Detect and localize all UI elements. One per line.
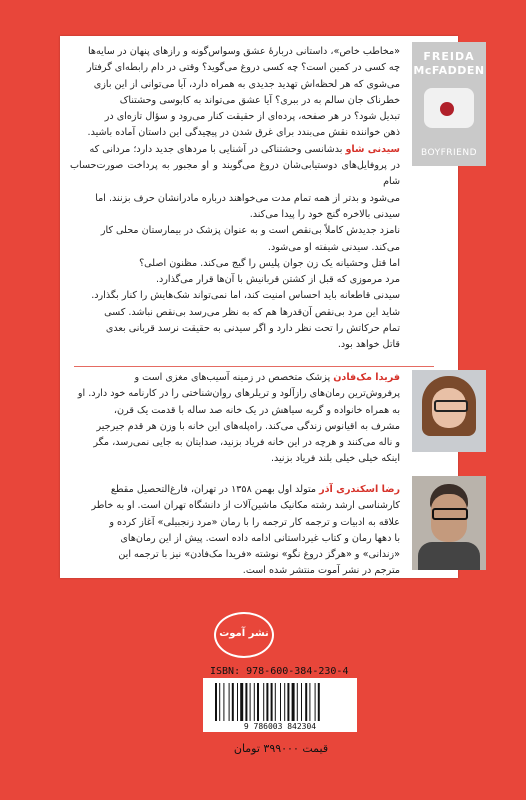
blurb-line: ذهن خواننده نقش می‌بندد برای غرق شدن در پیچیدگی این داستان آماده باشید. [87, 127, 400, 139]
blurb-line: خطرناک جان سالم به در ببری؟ آیا عشق می‌تواند به کابوسی وحشتناک [119, 94, 400, 106]
blurb-line: می‌کند. سیدنی شیفته او می‌شود. [267, 241, 400, 253]
blurb-line: می‌شوی که هر لحظه‌اش تهدید جدیدی به همراه دارد، آیا می‌توانی از این بازی [93, 78, 400, 90]
author-bio-line: فریدا مک‌فادن پزشک متخصص در زمینه آسیب‌های مغزی است و [134, 372, 400, 383]
translator-bio-line: کارشناسی ارشد رشته مکانیک ماشین‌آلات از دانشگاه تهران است. او به خاطر [91, 500, 400, 512]
author-bio-line: به همراه خانواده و گربه سیاهش در یک خانه صد ساله با قدمت یک قرن، [113, 404, 400, 416]
barcode-digits: 9 786003 842304 [243, 722, 317, 731]
blurb-line: مرد مرموزی که قبل از کشتن قربانیش با آن‌ها قرار می‌گذارد. [155, 274, 400, 286]
author-photo [412, 370, 486, 452]
blurb-line: تبدیل شود؟ در هر صفحه، پرده‌ای از حقیقت کنار می‌رود و سؤال تازه‌ای در [104, 111, 400, 123]
author-bio-line: پرفروش‌ترین رمان‌های رازآلود و تریلرهای روان‌شناختی را در کارنامه خود دارد. او [77, 388, 400, 400]
section-divider [74, 366, 434, 367]
barcode-icon [215, 683, 349, 721]
blurb-line: سیدنی بالاخره گنج خود را پیدا می‌کند. [249, 208, 400, 220]
book-blurb [70, 44, 400, 354]
blurb-line: شاید این مرد بی‌نقص آن‌قدرها هم که به نظر می‌رسد بی‌نقص نباشد. کسی [104, 306, 400, 318]
translator-bio-line: «زندانی» و «هرگز دروغ نگو» نوشته «فریدا مک‌فادن» نیز با ترجمه این [118, 549, 400, 561]
translator-photo [412, 476, 486, 570]
thumbnail-author-last: McFADDEN [413, 64, 485, 77]
rose-icon [440, 102, 454, 116]
price-label: قیمت ۳۹۹۰۰۰ تومان [233, 742, 329, 755]
publisher-logo: نشر آموت [214, 612, 274, 658]
glasses-icon [434, 400, 468, 412]
thumbnail-title: BOYFRIEND [420, 148, 478, 158]
blurb-line: در پروفایل‌های دوستیابی‌شان دروغ می‌گویند و او مجبور به پرداخت صورت‌حساب شام [70, 160, 400, 188]
isbn-text: ISBN: 978-600-384-230-4 [210, 666, 349, 677]
blurb-line: قاتل خواهد بود. [337, 339, 400, 351]
author-bio-line: مشرف به اقیانوس زندگی می‌کند. راه‌پله‌های این خانه با وزن هر قدم جیرجیر [96, 420, 400, 432]
blurb-line: نامزد جدیدش کاملاً بی‌نقص است و به عنوان پزشک در بیمارستان محلی کار [100, 225, 400, 237]
author-bio-line: و ناله می‌کنند و هرچه در این خانه فریاد بزنید، صدایتان به جایی نمی‌رسد، مگر [93, 437, 400, 449]
text-panel [60, 36, 485, 578]
translator-name: رضا اسکندری آذر [319, 484, 400, 495]
barcode [203, 678, 357, 732]
translator-bio-line: مترجم در نشر آموت منتشر شده است. [242, 565, 400, 577]
author-bio [70, 370, 400, 468]
translator-bio-line: رضا اسکندری آذر متولد اول بهمن ۱۳۵۸ در تهران، فارغ‌التحصیل مقطع [110, 484, 400, 495]
translator-bio [70, 482, 400, 580]
thumbnail-author-first: FREIDA [423, 50, 475, 63]
blurb-line: چه کسی در کمین است؟ چه کسی دروغ می‌گوید؟ وقتی در دام رابطه‌ای گرفتار [86, 62, 400, 74]
blurb-line: سیدنی شاو بدشانسی وحشتناکی در آشنایی با مردهای جدید دارد؛ مردانی که [89, 143, 400, 155]
blurb-line: می‌شود و بدتر از همه تمام مدت می‌خواهند درباره مادرانشان حرف بزنند. اما [95, 192, 400, 204]
glasses-icon [432, 508, 468, 520]
blurb-line: تمام حرکاتش را تحت نظر دارد و اگر سیدنی به حقیقت نرسد قربانی بعدی [105, 323, 400, 335]
author-bio-line: اینکه خیلی خیلی بلند فریاد بزنید. [270, 453, 400, 465]
translator-bio-line: علاقه به ادبیات و ترجمه کار ترجمه را با رمان «مرد زنجبیلی» آغاز کرده و [109, 516, 400, 528]
blurb-line: «مخاطب خاص»، داستانی دربارهٔ عشق وسواس‌گونه و رازهای پنهان در سایه‌ها [87, 46, 400, 57]
book-cover-thumbnail-icon [412, 42, 486, 166]
author-name: فریدا مک‌فادن [333, 372, 400, 383]
blurb-line: اما قتل وحشیانه یک زن جوان پلیس را گیج می‌کند. مظنون اصلی؟ [139, 257, 400, 269]
blurb-line: سیدنی قاطعانه باید احساس امنیت کند، اما نمی‌تواند شک‌هایش را کنار بگذارد. [91, 290, 400, 302]
translator-bio-line: با دهها رمان و کتاب غیرداستانی ادامه داده است. پیش از این رمان‌های [120, 532, 400, 544]
